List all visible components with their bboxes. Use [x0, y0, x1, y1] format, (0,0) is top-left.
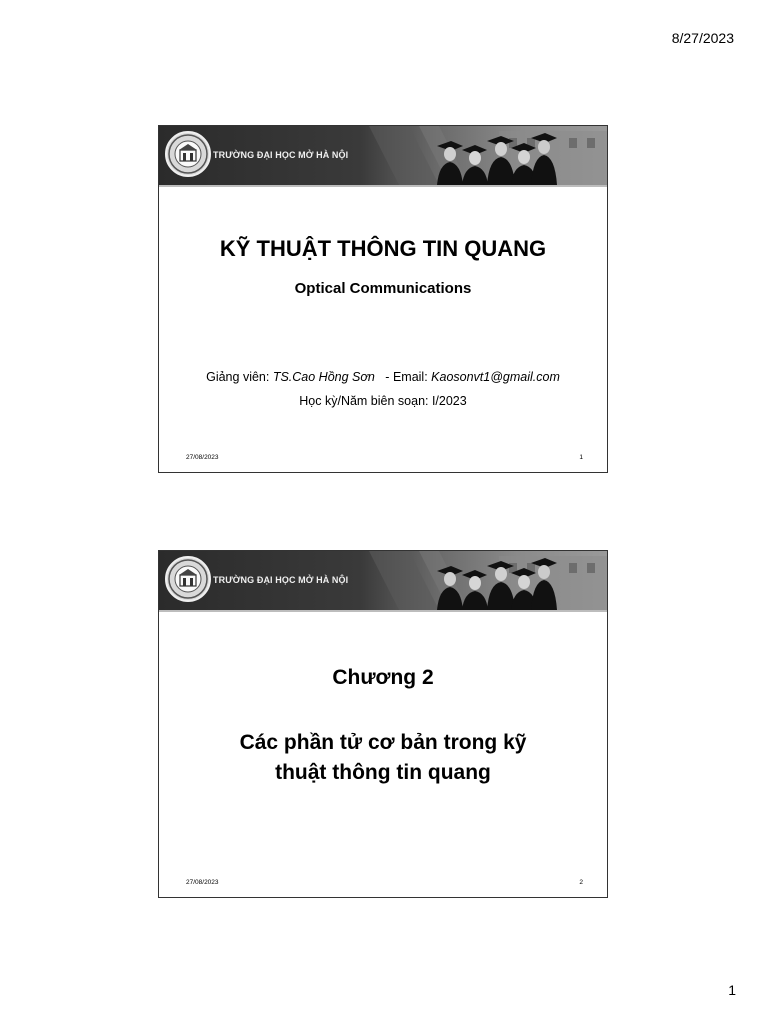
slide-footer-date: 27/08/2023 — [186, 454, 219, 461]
slide-header-banner — [159, 551, 607, 610]
banner-divider — [159, 185, 607, 187]
university-name: TRƯỜNG ĐẠI HỌC MỞ HÀ NỘI — [213, 150, 349, 160]
chapter-title: Chương 2 — [332, 666, 434, 689]
slide-title: KỸ THUẬT THÔNG TIN QUANG — [219, 236, 547, 261]
slide-number: 1 — [579, 454, 583, 461]
university-name: TRƯỜNG ĐẠI HỌC MỞ HÀ NỘI — [213, 575, 349, 585]
banner-divider — [159, 610, 607, 612]
lecturer-label: Giảng viên: — [206, 370, 273, 384]
page-date: 8/27/2023 — [671, 30, 734, 46]
lecturer-line — [159, 370, 607, 384]
email-label: - Email: — [374, 370, 432, 384]
slide-2 — [158, 550, 608, 898]
university-crest-icon — [165, 556, 211, 602]
slide-number: 2 — [579, 879, 583, 886]
page-number: 1 — [728, 982, 736, 998]
university-crest-icon — [165, 131, 211, 177]
email-address: Kaosonvt1@gmail.com — [431, 370, 560, 384]
lecturer-name: TS.Cao Hồng Sơn — [272, 370, 375, 384]
slide-1 — [158, 125, 608, 473]
chapter-subtitle-line-2: thuật thông tin quang — [275, 761, 491, 784]
graduates-photo-icon — [429, 557, 559, 610]
graduates-photo-icon — [429, 132, 559, 185]
chapter-subtitle-line-1: Các phần tử cơ bản trong kỹ — [239, 731, 527, 754]
chapter-subtitle — [159, 728, 607, 788]
slide-header-banner — [159, 126, 607, 185]
slide-subtitle: Optical Communications — [294, 280, 472, 297]
semester-line: Học kỳ/Năm biên soạn: I/2023 — [299, 394, 467, 408]
slide-footer-date: 27/08/2023 — [186, 879, 219, 886]
